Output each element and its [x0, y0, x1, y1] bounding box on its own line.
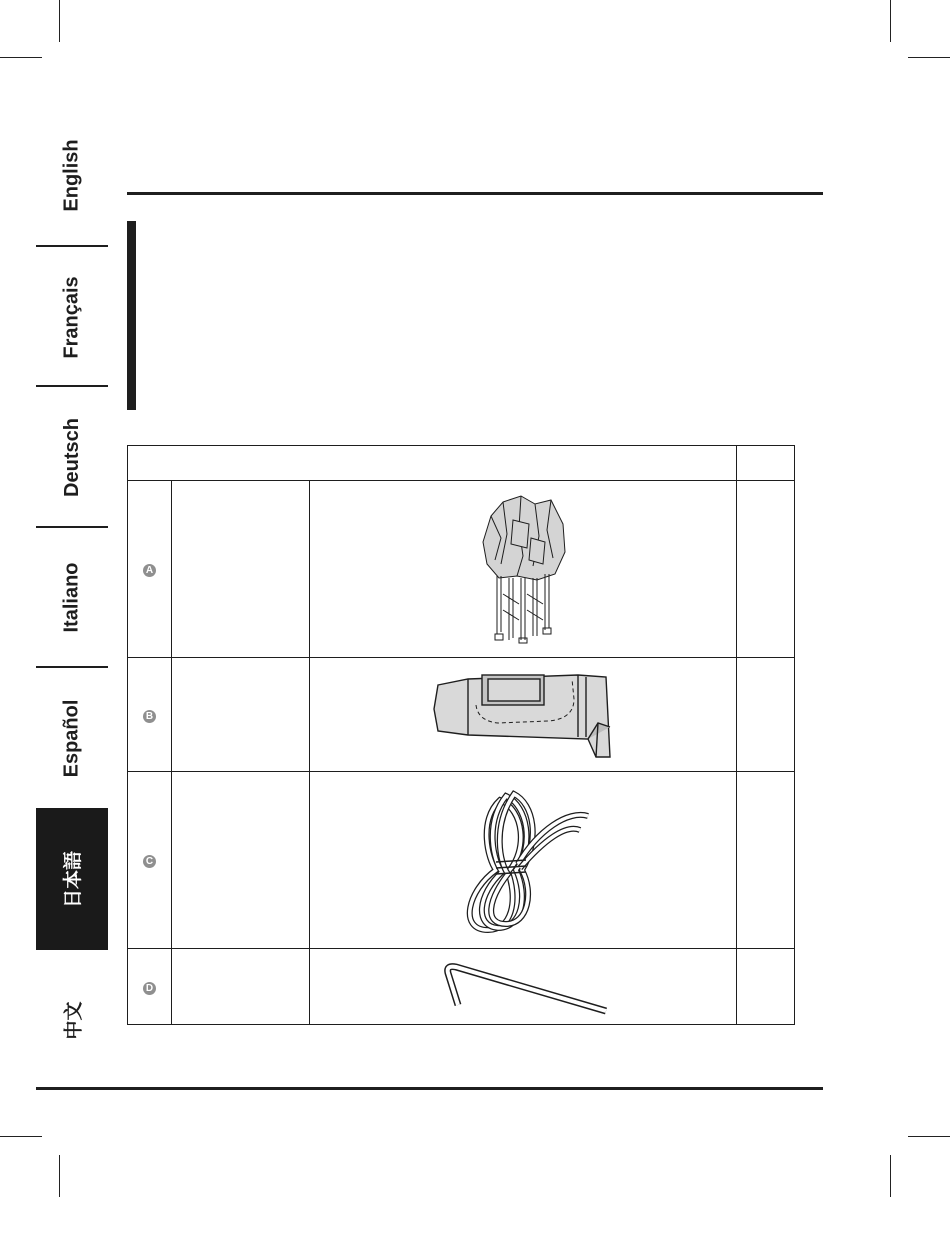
tab-espanol[interactable] — [36, 668, 108, 808]
crop-mark — [890, 1155, 891, 1197]
part-letter-badge: A — [143, 564, 156, 577]
crop-mark — [59, 1155, 60, 1197]
table-row — [128, 481, 795, 658]
section-bar — [127, 221, 136, 410]
folded-canopy-frame-illustration — [473, 494, 573, 644]
crop-mark — [890, 0, 891, 42]
table-header-row — [128, 446, 795, 481]
part-quantity — [737, 658, 795, 772]
header-quantity — [737, 446, 795, 481]
header-rule — [127, 192, 823, 195]
tab-label: Italiano — [60, 561, 83, 633]
part-illustration-cell — [310, 658, 737, 772]
part-illustration-cell — [310, 772, 737, 949]
part-letter-cell — [128, 658, 172, 772]
crop-mark — [59, 0, 60, 42]
part-quantity — [737, 481, 795, 658]
part-letter-cell — [128, 772, 172, 949]
footer-rule — [36, 1087, 823, 1090]
part-quantity — [737, 949, 795, 1025]
tab-label: Français — [60, 275, 83, 359]
part-letter-badge: C — [143, 855, 156, 868]
part-letter-badge: D — [143, 982, 156, 995]
tab-label: Deutsch — [60, 417, 83, 497]
table-row — [128, 772, 795, 949]
storage-bag-illustration — [428, 665, 618, 765]
tab-japanese[interactable] — [36, 808, 108, 950]
tab-chinese[interactable] — [36, 975, 108, 1065]
part-name — [172, 949, 310, 1025]
header-description — [128, 446, 737, 481]
parts-table — [127, 445, 795, 1025]
crop-mark — [908, 1136, 950, 1137]
part-illustration-cell — [310, 949, 737, 1025]
part-name — [172, 772, 310, 949]
crop-mark — [0, 57, 42, 58]
crop-mark — [0, 1136, 42, 1137]
tab-label: 日本語 — [63, 850, 85, 908]
part-illustration-cell — [310, 481, 737, 658]
ground-stake-illustration — [428, 957, 618, 1017]
crop-mark — [908, 57, 950, 58]
part-quantity — [737, 772, 795, 949]
part-letter-cell — [128, 949, 172, 1025]
table-row — [128, 949, 795, 1025]
part-letter-badge: B — [143, 710, 156, 723]
coiled-rope-illustration — [448, 780, 598, 940]
tab-label: English — [60, 138, 83, 212]
part-letter-cell — [128, 481, 172, 658]
part-name — [172, 658, 310, 772]
tab-italiano[interactable] — [36, 528, 108, 666]
tab-english[interactable] — [36, 105, 108, 245]
table-row — [128, 658, 795, 772]
tab-deutsch[interactable] — [36, 387, 108, 527]
tab-francais[interactable] — [36, 247, 108, 387]
part-name — [172, 481, 310, 658]
tab-label: Español — [60, 699, 83, 777]
tab-label: 中文 — [63, 1000, 85, 1040]
